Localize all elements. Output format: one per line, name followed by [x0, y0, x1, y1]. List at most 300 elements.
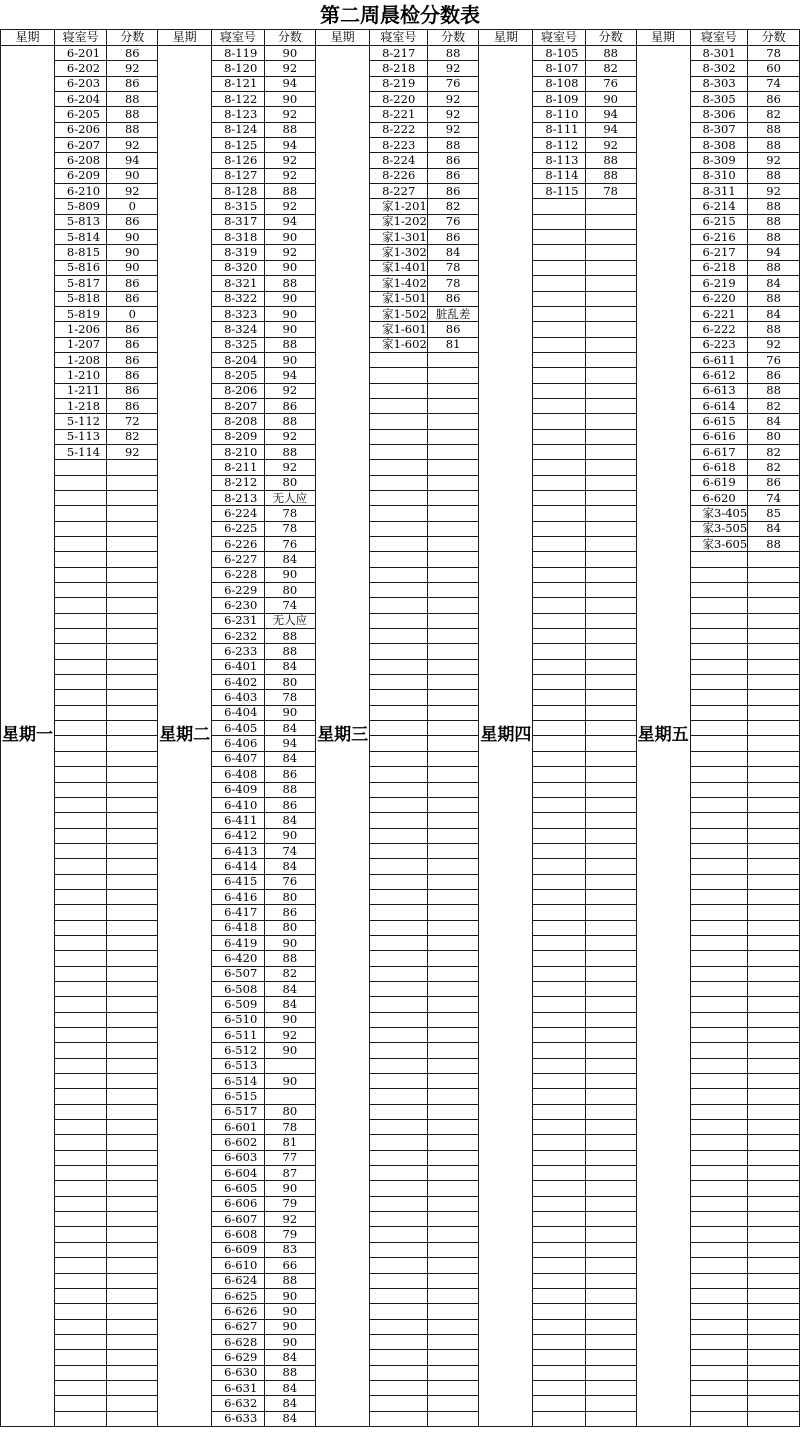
score-cell: 90	[264, 322, 316, 337]
score-cell	[585, 214, 636, 229]
room-cell	[370, 1150, 428, 1165]
score-cell	[107, 659, 158, 674]
score-cell	[427, 1135, 479, 1150]
score-cell	[585, 583, 636, 598]
score-cell	[748, 567, 800, 582]
score-cell: 92	[107, 61, 158, 76]
score-cell	[107, 460, 158, 475]
room-cell	[54, 583, 106, 598]
room-cell	[370, 966, 428, 981]
score-cell	[585, 1258, 636, 1273]
score-cell	[585, 444, 636, 459]
room-cell	[690, 629, 748, 644]
room-cell	[533, 751, 585, 766]
room-cell	[533, 813, 585, 828]
score-cell: 86	[107, 291, 158, 306]
room-cell	[690, 1012, 748, 1027]
score-cell: 86	[748, 92, 800, 107]
room-cell: 6-202	[54, 61, 106, 76]
score-cell	[107, 828, 158, 843]
score-cell	[427, 444, 479, 459]
room-cell	[370, 997, 428, 1012]
room-cell: 8-112	[533, 138, 585, 153]
room-cell	[54, 552, 106, 567]
room-cell: 6-418	[212, 920, 264, 935]
room-cell	[54, 1350, 106, 1365]
room-cell: 6-207	[54, 138, 106, 153]
room-cell	[690, 1227, 748, 1242]
room-cell	[370, 1227, 428, 1242]
score-cell	[427, 751, 479, 766]
room-cell	[533, 905, 585, 920]
room-cell: 8-218	[370, 61, 428, 76]
score-cell	[585, 1074, 636, 1089]
room-cell: 8-217	[370, 46, 428, 61]
score-cell: 74	[264, 843, 316, 858]
score-cell	[427, 997, 479, 1012]
score-cell	[585, 1242, 636, 1257]
score-cell: 92	[264, 153, 316, 168]
score-cell	[427, 690, 479, 705]
room-cell: 5-113	[54, 429, 106, 444]
score-cell	[748, 1334, 800, 1349]
score-cell: 92	[264, 107, 316, 122]
room-cell: 家1-302	[370, 245, 428, 260]
score-cell: 92	[427, 122, 479, 137]
score-cell	[107, 935, 158, 950]
score-cell	[107, 920, 158, 935]
room-cell	[533, 322, 585, 337]
room-cell	[533, 537, 585, 552]
score-cell	[585, 1120, 636, 1135]
room-cell	[54, 813, 106, 828]
header-day: 星期	[636, 30, 690, 46]
score-cell: 90	[107, 168, 158, 183]
score-cell: 88	[748, 230, 800, 245]
score-cell	[107, 1104, 158, 1119]
room-cell: 6-632	[212, 1396, 264, 1411]
header-score: 分数	[427, 30, 479, 46]
score-cell: 74	[748, 76, 800, 91]
score-cell	[107, 1120, 158, 1135]
room-cell	[690, 659, 748, 674]
room-cell	[370, 567, 428, 582]
room-cell	[533, 368, 585, 383]
room-cell: 6-624	[212, 1273, 264, 1288]
room-cell	[370, 690, 428, 705]
score-cell: 86	[427, 291, 479, 306]
score-cell	[107, 1135, 158, 1150]
room-cell	[533, 398, 585, 413]
room-cell: 6-405	[212, 721, 264, 736]
room-cell	[370, 1120, 428, 1135]
score-cell	[748, 889, 800, 904]
room-cell: 8-221	[370, 107, 428, 122]
room-cell: 8-109	[533, 92, 585, 107]
room-cell: 1-207	[54, 337, 106, 352]
room-cell	[533, 1135, 585, 1150]
score-cell	[585, 767, 636, 782]
room-cell: 6-220	[690, 291, 748, 306]
score-cell	[585, 352, 636, 367]
score-cell: 90	[107, 230, 158, 245]
room-cell: 6-604	[212, 1166, 264, 1181]
room-cell: 8-105	[533, 46, 585, 61]
room-cell	[690, 1028, 748, 1043]
room-cell: 家1-502	[370, 306, 428, 321]
score-cell	[585, 782, 636, 797]
room-cell	[533, 705, 585, 720]
room-cell	[533, 951, 585, 966]
score-cell: 90	[264, 291, 316, 306]
room-cell	[533, 1043, 585, 1058]
room-cell: 5-809	[54, 199, 106, 214]
room-cell	[370, 583, 428, 598]
score-cell: 88	[264, 644, 316, 659]
score-cell: 80	[264, 1104, 316, 1119]
room-cell	[690, 951, 748, 966]
score-cell	[585, 1350, 636, 1365]
room-cell	[54, 721, 106, 736]
score-cell	[748, 598, 800, 613]
score-cell: 84	[264, 1350, 316, 1365]
room-cell	[370, 1304, 428, 1319]
header-room: 寝室号	[533, 30, 585, 46]
room-cell	[54, 1258, 106, 1273]
score-cell: 78	[748, 46, 800, 61]
room-cell: 6-610	[212, 1258, 264, 1273]
room-cell: 8-318	[212, 230, 264, 245]
room-cell	[370, 736, 428, 751]
room-cell: 6-510	[212, 1012, 264, 1027]
room-cell	[533, 629, 585, 644]
room-cell	[54, 475, 106, 490]
score-cell: 88	[427, 138, 479, 153]
room-cell: 6-629	[212, 1350, 264, 1365]
score-cell	[427, 1181, 479, 1196]
score-cell	[427, 414, 479, 429]
score-cell	[585, 567, 636, 582]
table-row	[1, 46, 800, 61]
room-cell	[533, 828, 585, 843]
sheet-title: 第二周晨检分数表	[320, 3, 480, 27]
score-cell	[427, 398, 479, 413]
score-cell	[585, 1058, 636, 1073]
score-cell: 82	[107, 429, 158, 444]
room-cell: 6-630	[212, 1365, 264, 1380]
room-cell	[533, 659, 585, 674]
room-cell: 8-120	[212, 61, 264, 76]
score-cell	[748, 966, 800, 981]
score-cell: 74	[264, 598, 316, 613]
room-cell	[533, 1074, 585, 1089]
score-cell: 88	[264, 122, 316, 137]
score-cell	[107, 751, 158, 766]
room-cell	[533, 1166, 585, 1181]
score-cell	[427, 1012, 479, 1027]
score-cell: 94	[264, 76, 316, 91]
score-cell: 94	[264, 138, 316, 153]
score-cell	[585, 751, 636, 766]
room-cell	[370, 537, 428, 552]
score-cell	[585, 475, 636, 490]
score-cell	[427, 506, 479, 521]
room-cell	[54, 905, 106, 920]
score-cell	[748, 659, 800, 674]
score-cell	[107, 567, 158, 582]
score-cell: 88	[748, 199, 800, 214]
score-cell	[107, 1411, 158, 1426]
score-cell	[427, 1258, 479, 1273]
room-cell: 5-114	[54, 444, 106, 459]
score-cell: 84	[264, 751, 316, 766]
score-cell: 92	[107, 444, 158, 459]
room-cell	[54, 1196, 106, 1211]
room-cell	[533, 613, 585, 628]
score-cell	[748, 1227, 800, 1242]
room-cell: 8-128	[212, 184, 264, 199]
room-cell: 6-606	[212, 1196, 264, 1211]
room-cell: 8-107	[533, 61, 585, 76]
score-cell	[107, 690, 158, 705]
room-cell	[690, 644, 748, 659]
score-cell	[748, 1288, 800, 1303]
score-cell: 92	[107, 184, 158, 199]
score-cell: 84	[264, 981, 316, 996]
score-cell	[585, 736, 636, 751]
room-cell	[533, 1334, 585, 1349]
score-cell	[585, 1288, 636, 1303]
room-cell	[370, 1135, 428, 1150]
score-cell	[107, 705, 158, 720]
score-cell: 86	[748, 475, 800, 490]
score-cell	[427, 1028, 479, 1043]
room-cell: 8-124	[212, 122, 264, 137]
score-cell	[107, 644, 158, 659]
room-cell	[54, 1227, 106, 1242]
room-cell	[370, 981, 428, 996]
room-cell: 8-204	[212, 352, 264, 367]
room-cell: 6-620	[690, 490, 748, 505]
score-cell: 90	[264, 935, 316, 950]
score-cell	[427, 874, 479, 889]
score-cell: 92	[264, 61, 316, 76]
score-cell	[748, 1181, 800, 1196]
room-cell: 6-227	[212, 552, 264, 567]
score-cell	[585, 1135, 636, 1150]
room-cell: 8-219	[370, 76, 428, 91]
room-cell	[690, 552, 748, 567]
score-cell: 82	[427, 199, 479, 214]
room-cell	[370, 951, 428, 966]
score-cell	[585, 828, 636, 843]
room-cell: 6-415	[212, 874, 264, 889]
score-cell: 90	[264, 352, 316, 367]
room-cell	[54, 767, 106, 782]
room-cell: 家1-201	[370, 199, 428, 214]
room-cell	[54, 659, 106, 674]
room-cell	[370, 767, 428, 782]
score-cell	[585, 690, 636, 705]
score-cell	[748, 1028, 800, 1043]
score-cell: 88	[748, 260, 800, 275]
room-cell	[533, 306, 585, 321]
score-cell: 90	[264, 1319, 316, 1334]
score-cell	[585, 981, 636, 996]
score-cell	[427, 368, 479, 383]
room-cell	[533, 521, 585, 536]
room-cell	[690, 567, 748, 582]
room-cell	[370, 1242, 428, 1257]
room-cell	[370, 813, 428, 828]
score-cell	[585, 1012, 636, 1027]
score-cell	[748, 1365, 800, 1380]
score-cell: 0	[107, 306, 158, 321]
table-header	[1, 30, 800, 46]
room-cell	[533, 1012, 585, 1027]
room-cell	[690, 966, 748, 981]
score-cell	[748, 1304, 800, 1319]
score-cell	[748, 981, 800, 996]
score-cell	[585, 721, 636, 736]
score-cell: 72	[107, 414, 158, 429]
room-cell	[533, 1150, 585, 1165]
room-cell: 6-205	[54, 107, 106, 122]
score-cell	[107, 721, 158, 736]
score-cell: 86	[107, 398, 158, 413]
room-cell: 6-208	[54, 153, 106, 168]
room-cell	[370, 383, 428, 398]
room-cell: 8-110	[533, 107, 585, 122]
score-cell	[748, 1166, 800, 1181]
room-cell	[54, 537, 106, 552]
room-cell	[370, 782, 428, 797]
score-cell: 79	[264, 1227, 316, 1242]
score-cell	[427, 629, 479, 644]
room-cell: 6-224	[212, 506, 264, 521]
room-cell: 6-404	[212, 705, 264, 720]
room-cell: 8-302	[690, 61, 748, 76]
score-cell	[748, 859, 800, 874]
room-cell	[54, 736, 106, 751]
score-cell: 76	[748, 352, 800, 367]
score-cell	[585, 1319, 636, 1334]
room-cell	[533, 475, 585, 490]
room-cell: 6-602	[212, 1135, 264, 1150]
room-cell: 1-208	[54, 352, 106, 367]
room-cell: 8-311	[690, 184, 748, 199]
room-cell: 8-315	[212, 199, 264, 214]
header-room: 寝室号	[370, 30, 428, 46]
score-cell	[748, 1196, 800, 1211]
header-room: 寝室号	[212, 30, 264, 46]
room-cell	[690, 1304, 748, 1319]
room-cell	[370, 797, 428, 812]
room-cell	[533, 352, 585, 367]
room-cell: 8-320	[212, 260, 264, 275]
room-cell: 6-419	[212, 935, 264, 950]
room-cell	[690, 797, 748, 812]
score-cell	[748, 920, 800, 935]
score-cell	[107, 1196, 158, 1211]
score-cell: 88	[748, 322, 800, 337]
score-cell	[427, 920, 479, 935]
score-cell	[427, 429, 479, 444]
score-cell: 88	[748, 168, 800, 183]
score-cell	[427, 889, 479, 904]
score-cell	[107, 874, 158, 889]
room-cell	[54, 889, 106, 904]
score-cell	[585, 1411, 636, 1426]
room-cell	[690, 1350, 748, 1365]
score-cell: 86	[264, 797, 316, 812]
room-cell: 6-618	[690, 460, 748, 475]
room-cell	[533, 260, 585, 275]
score-cell	[585, 920, 636, 935]
score-cell: 88	[107, 92, 158, 107]
room-cell	[370, 506, 428, 521]
room-cell	[370, 629, 428, 644]
score-cell	[107, 1273, 158, 1288]
room-cell: 6-222	[690, 322, 748, 337]
room-cell	[54, 1043, 106, 1058]
room-cell	[533, 859, 585, 874]
score-cell	[585, 521, 636, 536]
score-cell	[427, 905, 479, 920]
score-cell: 86	[107, 352, 158, 367]
score-cell: 94	[264, 214, 316, 229]
room-cell	[533, 920, 585, 935]
room-cell: 6-221	[690, 306, 748, 321]
room-cell	[533, 1380, 585, 1395]
score-cell: 90	[264, 1288, 316, 1303]
room-cell	[533, 199, 585, 214]
room-cell: 6-203	[54, 76, 106, 91]
room-cell: 6-416	[212, 889, 264, 904]
room-cell	[690, 1058, 748, 1073]
room-cell: 6-232	[212, 629, 264, 644]
room-cell	[533, 1181, 585, 1196]
score-cell: 88	[748, 537, 800, 552]
room-cell: 6-225	[212, 521, 264, 536]
score-cell: 88	[264, 276, 316, 291]
room-cell	[690, 1181, 748, 1196]
room-cell	[370, 1212, 428, 1227]
score-cell: 86	[107, 383, 158, 398]
room-cell	[533, 782, 585, 797]
score-cell	[107, 1212, 158, 1227]
score-cell	[427, 521, 479, 536]
room-cell: 8-121	[212, 76, 264, 91]
room-cell: 1-211	[54, 383, 106, 398]
room-cell	[54, 1074, 106, 1089]
score-cell	[107, 629, 158, 644]
score-cell	[427, 1212, 479, 1227]
room-cell: 8-323	[212, 306, 264, 321]
room-cell	[370, 1365, 428, 1380]
score-cell	[748, 1350, 800, 1365]
score-cell	[748, 782, 800, 797]
room-cell	[533, 644, 585, 659]
score-cell: 90	[264, 1334, 316, 1349]
score-cell	[264, 1089, 316, 1104]
room-cell: 6-515	[212, 1089, 264, 1104]
room-cell	[370, 905, 428, 920]
room-cell	[690, 1365, 748, 1380]
score-cell	[585, 337, 636, 352]
score-cell: 86	[427, 153, 479, 168]
room-cell: 6-402	[212, 675, 264, 690]
